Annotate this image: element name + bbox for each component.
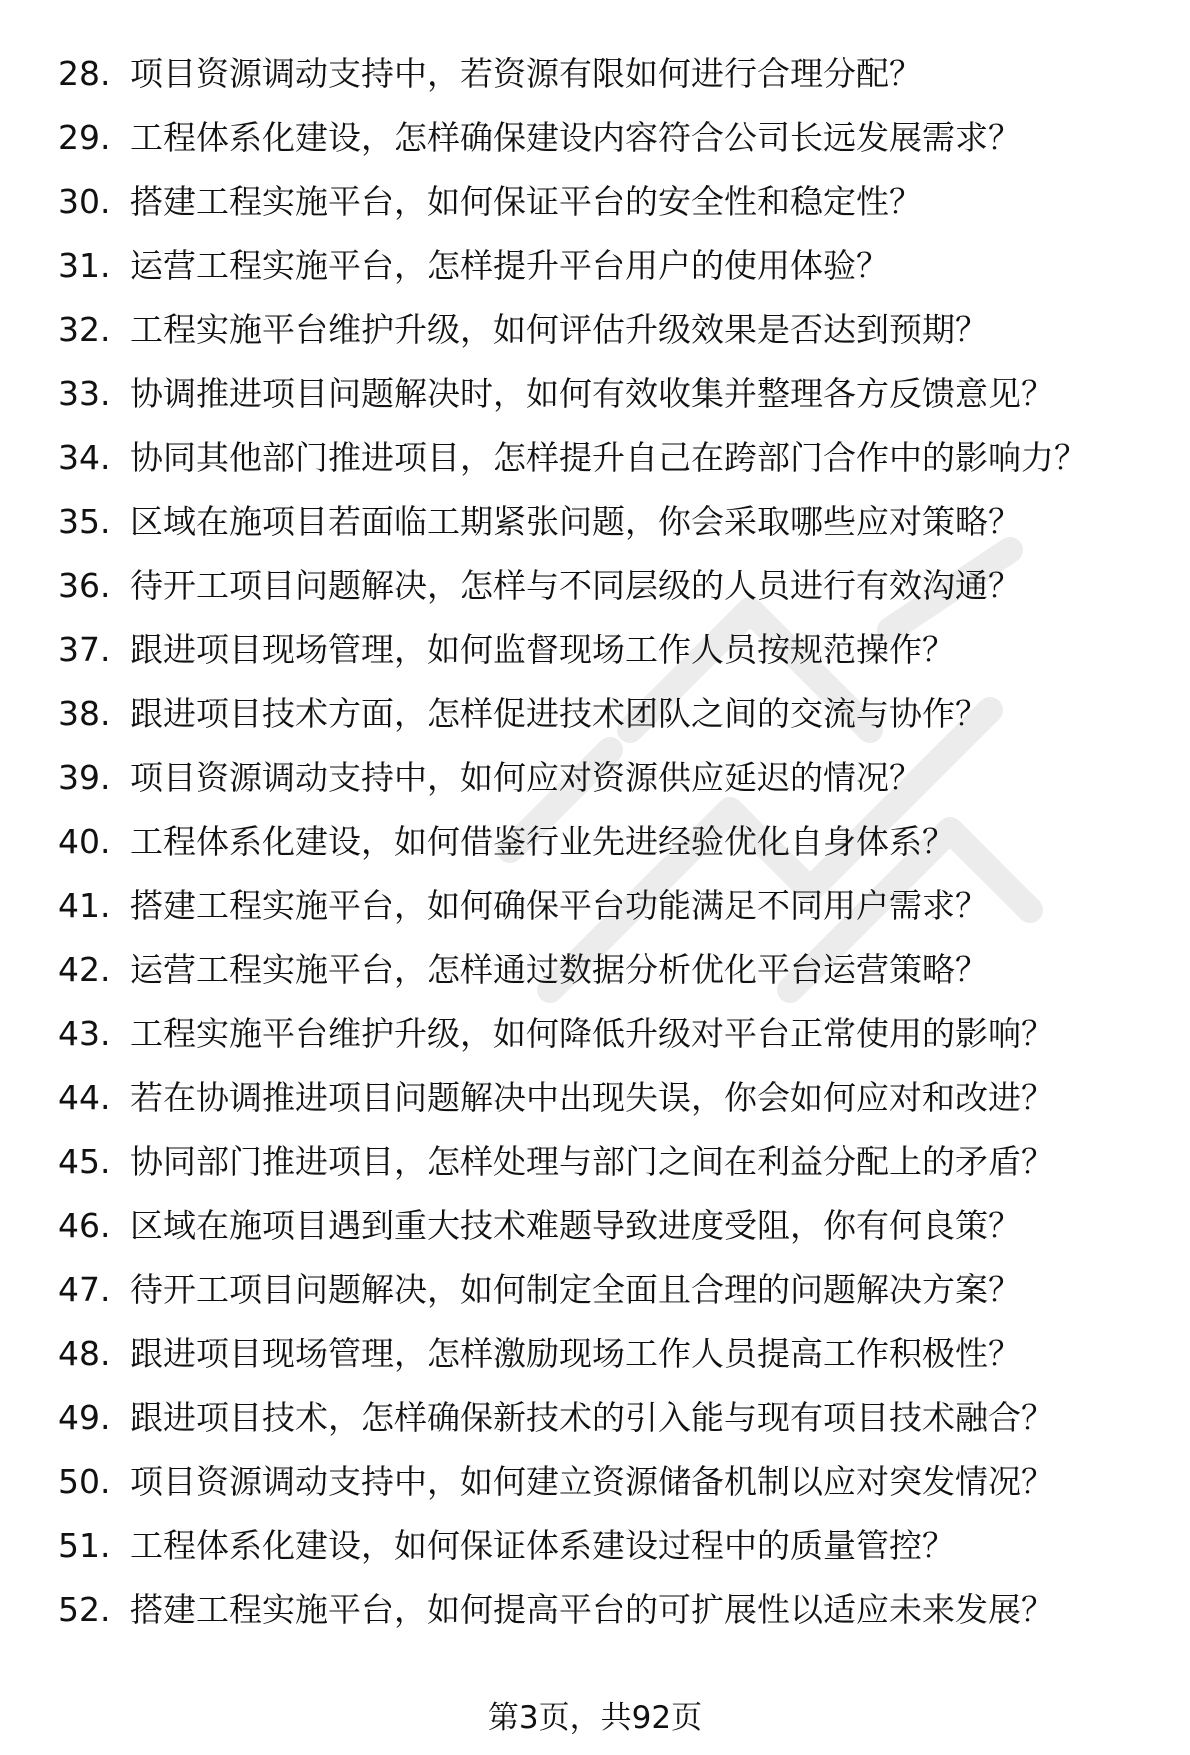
page-number-footer: 第3页，共92页 xyxy=(487,1700,703,1736)
question-item xyxy=(58,1524,1138,1567)
question-text: 协同其他部门推进项目，怎样提升自己在跨部门合作中的影响力？ xyxy=(130,438,1087,477)
question-number: 50. xyxy=(58,1462,111,1501)
question-text: 工程体系化建设，怎样确保建设内容符合公司长远发展需求？ xyxy=(130,118,1021,157)
question-number: 32. xyxy=(58,310,111,349)
question-number: 30. xyxy=(58,182,111,221)
question-item xyxy=(58,1268,1138,1311)
question-number: 47. xyxy=(58,1270,111,1309)
question-item xyxy=(58,1140,1138,1183)
question-number: 40. xyxy=(58,822,111,861)
question-item xyxy=(58,180,1138,223)
question-text: 区域在施项目若面临工期紧张问题，你会采取哪些应对策略？ xyxy=(130,502,1021,541)
question-number: 52. xyxy=(58,1590,111,1629)
question-item xyxy=(58,1204,1138,1247)
question-list xyxy=(58,52,1138,1652)
question-item xyxy=(58,436,1138,479)
question-text: 搭建工程实施平台，如何保证平台的安全性和稳定性？ xyxy=(130,182,922,221)
question-item xyxy=(58,564,1138,607)
question-number: 38. xyxy=(58,694,111,733)
question-number: 48. xyxy=(58,1334,111,1373)
question-text: 工程体系化建设，如何保证体系建设过程中的质量管控？ xyxy=(130,1526,955,1565)
question-number: 43. xyxy=(58,1014,111,1053)
question-number: 42. xyxy=(58,950,111,989)
question-number: 33. xyxy=(58,374,111,413)
question-text: 工程体系化建设，如何借鉴行业先进经验优化自身体系？ xyxy=(130,822,955,861)
question-item xyxy=(58,116,1138,159)
question-number: 39. xyxy=(58,758,111,797)
question-number: 29. xyxy=(58,118,111,157)
question-item xyxy=(58,308,1138,351)
question-text: 项目资源调动支持中，若资源有限如何进行合理分配？ xyxy=(130,54,922,93)
question-number: 51. xyxy=(58,1526,111,1565)
question-text: 运营工程实施平台，怎样提升平台用户的使用体验？ xyxy=(130,246,889,285)
question-text: 跟进项目技术，怎样确保新技术的引入能与现有项目技术融合？ xyxy=(130,1398,1054,1437)
question-text: 项目资源调动支持中，如何建立资源储备机制以应对突发情况？ xyxy=(130,1462,1054,1501)
question-number: 44. xyxy=(58,1078,111,1117)
question-text: 待开工项目问题解决，如何制定全面且合理的问题解决方案？ xyxy=(130,1270,1021,1309)
question-text: 搭建工程实施平台，如何提高平台的可扩展性以适应未来发展？ xyxy=(130,1590,1054,1629)
question-item xyxy=(58,372,1138,415)
question-number: 49. xyxy=(58,1398,111,1437)
question-item xyxy=(58,1588,1138,1631)
question-item xyxy=(58,820,1138,863)
question-text: 待开工项目问题解决，怎样与不同层级的人员进行有效沟通？ xyxy=(130,566,1021,605)
question-item xyxy=(58,628,1138,671)
question-text: 工程实施平台维护升级，如何评估升级效果是否达到预期？ xyxy=(130,310,988,349)
question-text: 搭建工程实施平台，如何确保平台功能满足不同用户需求？ xyxy=(130,886,988,925)
question-number: 37. xyxy=(58,630,111,669)
question-number: 34. xyxy=(58,438,111,477)
question-text: 跟进项目现场管理，如何监督现场工作人员按规范操作？ xyxy=(130,630,955,669)
question-text: 跟进项目技术方面，怎样促进技术团队之间的交流与协作？ xyxy=(130,694,988,733)
question-text: 项目资源调动支持中，如何应对资源供应延迟的情况？ xyxy=(130,758,922,797)
question-item xyxy=(58,1012,1138,1055)
question-item xyxy=(58,500,1138,543)
question-item xyxy=(58,244,1138,287)
question-item xyxy=(58,1396,1138,1439)
question-number: 31. xyxy=(58,246,111,285)
question-text: 跟进项目现场管理，怎样激励现场工作人员提高工作积极性？ xyxy=(130,1334,1021,1373)
question-item xyxy=(58,1076,1138,1119)
question-item xyxy=(58,692,1138,735)
question-text: 协同部门推进项目，怎样处理与部门之间在利益分配上的矛盾？ xyxy=(130,1142,1054,1181)
question-number: 46. xyxy=(58,1206,111,1245)
question-number: 28. xyxy=(58,54,111,93)
question-number: 41. xyxy=(58,886,111,925)
question-item xyxy=(58,884,1138,927)
question-text: 运营工程实施平台，怎样通过数据分析优化平台运营策略？ xyxy=(130,950,988,989)
question-text: 工程实施平台维护升级，如何降低升级对平台正常使用的影响？ xyxy=(130,1014,1054,1053)
question-number: 45. xyxy=(58,1142,111,1181)
question-text: 区域在施项目遇到重大技术难题导致进度受阻，你有何良策？ xyxy=(130,1206,1021,1245)
question-number: 36. xyxy=(58,566,111,605)
question-item xyxy=(58,52,1138,95)
question-item xyxy=(58,1460,1138,1503)
question-number: 35. xyxy=(58,502,111,541)
question-text: 若在协调推进项目问题解决中出现失误，你会如何应对和改进？ xyxy=(130,1078,1054,1117)
question-item xyxy=(58,948,1138,991)
question-item xyxy=(58,1332,1138,1375)
question-item xyxy=(58,756,1138,799)
question-text: 协调推进项目问题解决时，如何有效收集并整理各方反馈意见？ xyxy=(130,374,1054,413)
